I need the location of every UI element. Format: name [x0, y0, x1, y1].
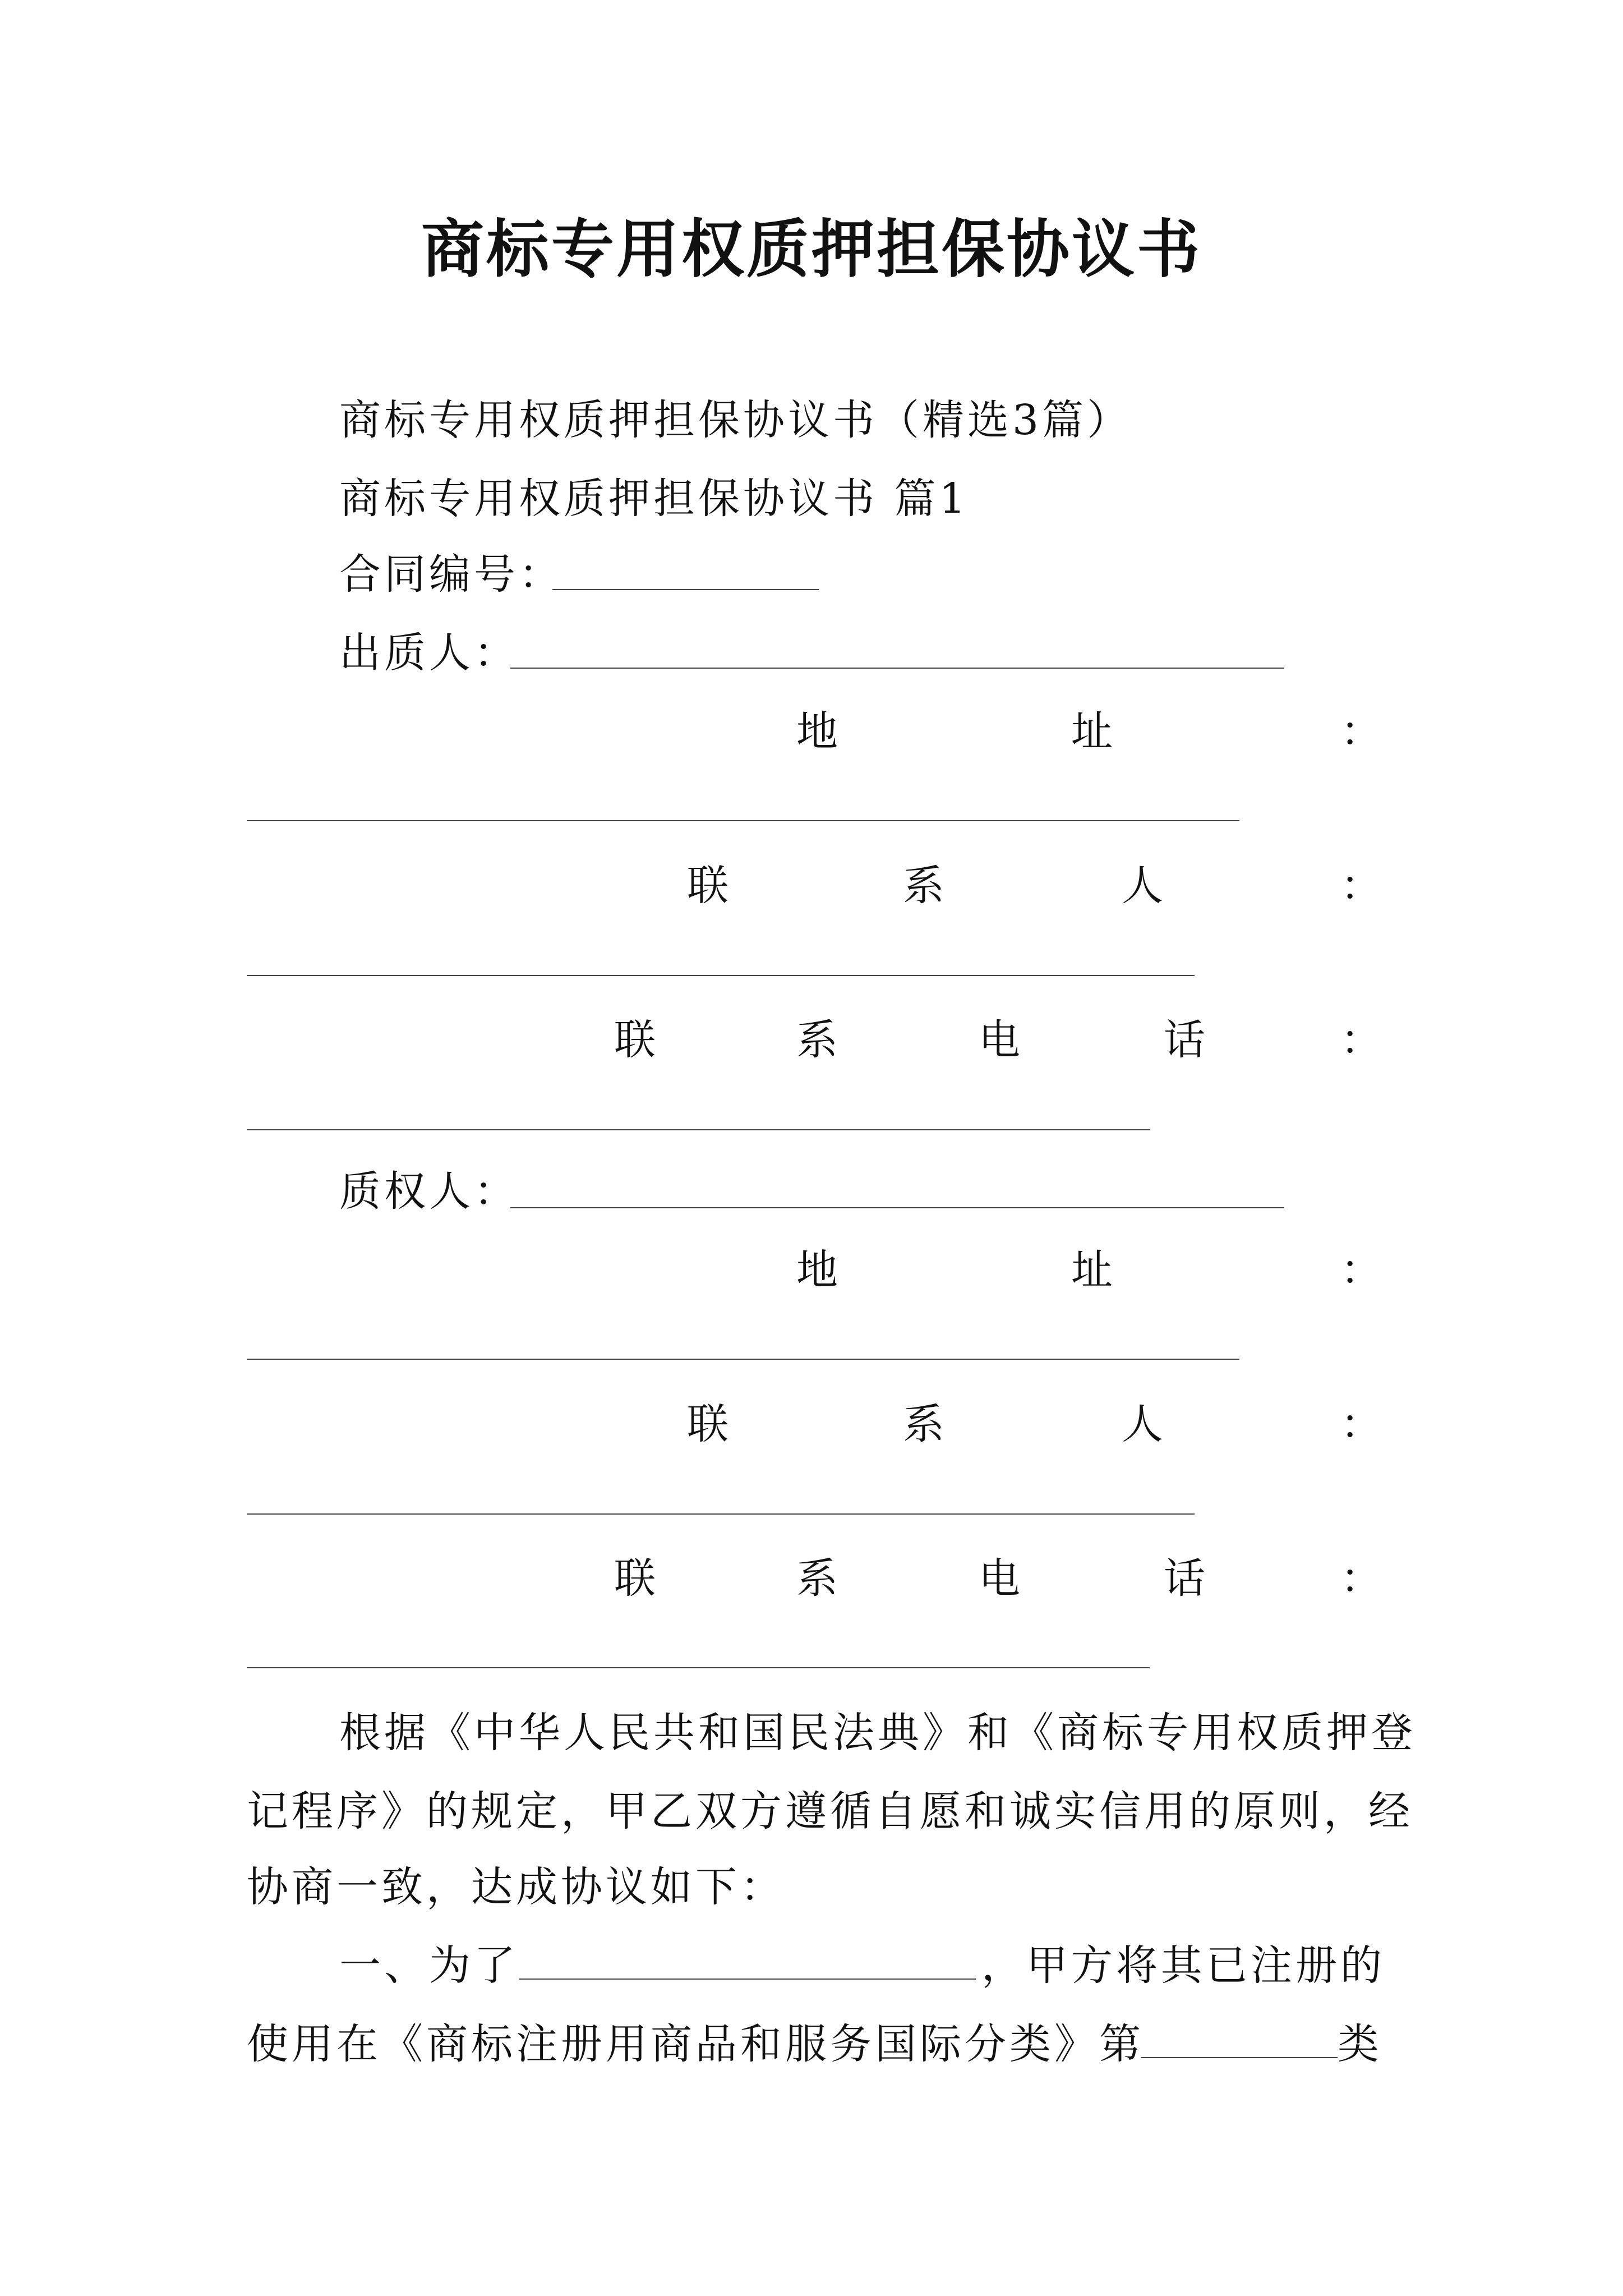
pledgee-phone-char: 话 — [1164, 1554, 1205, 1603]
pledgor-contact-char: 人 — [1122, 862, 1163, 910]
paragraph-line: 根据《中华人民共和国民法典》和《商标专用权质押登 — [339, 1709, 1416, 1757]
pledgee-contact-char: 人 — [1122, 1400, 1163, 1448]
contract-no-blank — [552, 589, 819, 590]
pledgor-phone-char: 联 — [614, 1016, 656, 1064]
purpose-blank — [519, 1978, 976, 1980]
document-subtitle: 商标专用权质押担保协议书（精选3篇） — [339, 396, 1132, 444]
pledgor-phone-blank — [247, 1129, 1150, 1130]
colon: ： — [1340, 862, 1382, 910]
colon: ： — [1340, 1246, 1382, 1294]
pledgor-address-char: 址 — [1071, 707, 1113, 756]
document-title: 商标专用权质押担保协议书 — [421, 213, 1202, 286]
colon: ： — [1340, 1554, 1382, 1603]
contract-no-label: 合同编号： — [339, 550, 564, 599]
pledgee-address-char: 地 — [796, 1246, 838, 1294]
class-blank — [1141, 2057, 1338, 2058]
pledgee-contact-char: 系 — [903, 1400, 944, 1448]
part-heading: 商标专用权质押担保协议书 篇1 — [339, 475, 969, 523]
clause-one-line2-end: 类 — [1338, 2020, 1382, 2068]
clause-one-line2: 使用在《商标注册用商品和服务国际分类》第 — [247, 2020, 1144, 2068]
pledgor-contact-char: 联 — [687, 862, 728, 910]
colon: ： — [1340, 1016, 1382, 1064]
pledgee-blank — [510, 1207, 1284, 1208]
pledgee-phone-char: 电 — [979, 1554, 1020, 1603]
pledgee-address-char: 址 — [1071, 1246, 1113, 1294]
pledgor-address-blank — [247, 820, 1239, 821]
pledgor-blank — [510, 668, 1284, 669]
pledgor-phone-char: 话 — [1164, 1016, 1205, 1064]
pledgee-contact-blank — [247, 1513, 1195, 1515]
pledgee-phone-char: 联 — [614, 1554, 656, 1603]
pledgor-contact-char: 系 — [903, 862, 944, 910]
pledgee-address-blank — [247, 1359, 1239, 1360]
pledgee-phone-blank — [247, 1667, 1150, 1668]
pledgor-phone-char: 电 — [979, 1016, 1020, 1064]
colon: ： — [1340, 1400, 1382, 1448]
pledgee-contact-char: 联 — [687, 1400, 728, 1448]
pledgor-phone-char: 系 — [796, 1016, 838, 1064]
pledgee-phone-char: 系 — [796, 1554, 838, 1603]
pledgor-contact-blank — [247, 975, 1195, 976]
pledgor-label: 出质人： — [339, 629, 519, 677]
paragraph-line: 记程序》的规定，甲乙双方遵循自愿和诚实信用的原则，经 — [247, 1787, 1413, 1835]
colon: ： — [1340, 707, 1382, 756]
clause-one-cont: ，甲方将其已注册的 — [981, 1941, 1385, 1990]
pledgee-label: 质权人： — [339, 1167, 519, 1216]
pledgor-address-char: 地 — [796, 707, 838, 756]
paragraph-line: 协商一致，达成协议如下： — [247, 1863, 785, 1911]
clause-one-start: 一、为了 — [339, 1941, 519, 1990]
